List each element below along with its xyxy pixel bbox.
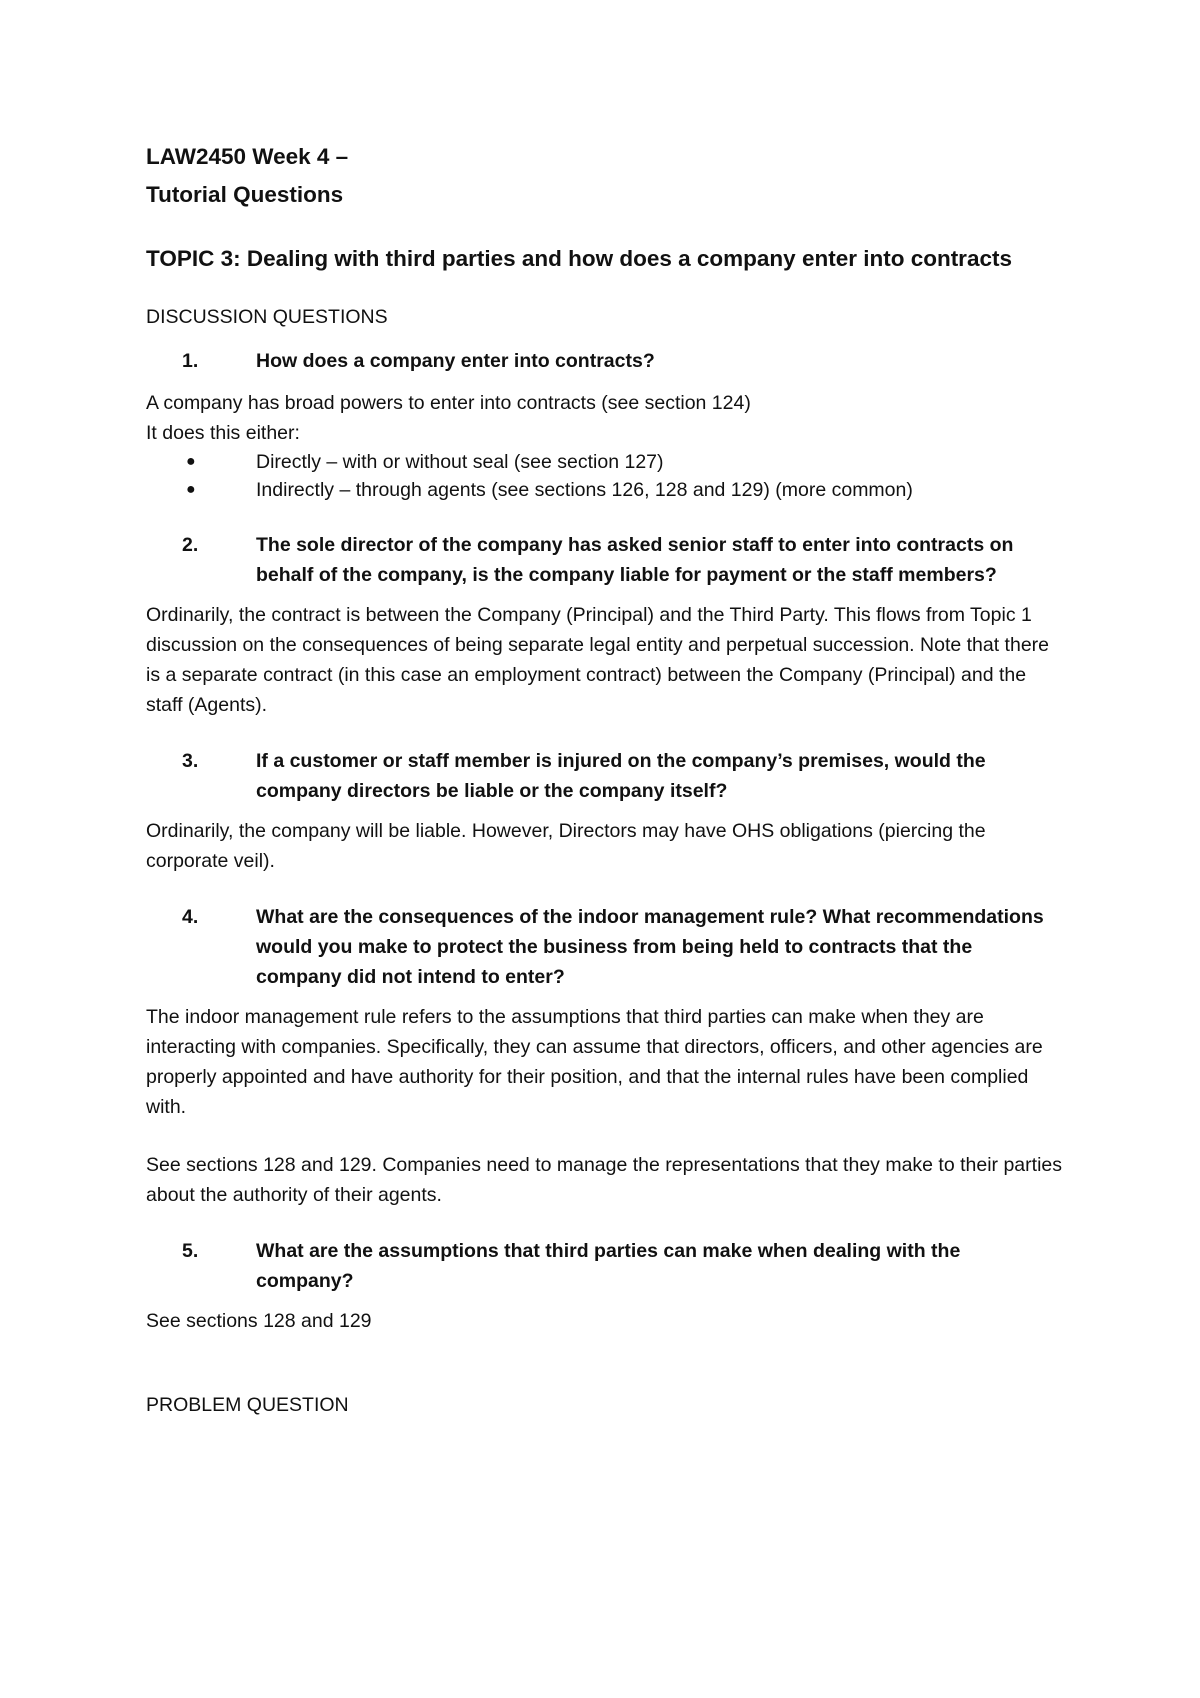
answer-4-part-2: See sections 128 and 129. Companies need to manage the representations that they make to their parties about the authority of their agents.	[146, 1154, 1062, 1206]
answer-4: The indoor management rule refers to the assumptions that third parties can make when they are interacting with companies. Specifically, they can assume that directors, officers, and other agencies are properly appointed and have authority for their position, and that the internal rules have been complied with.	[146, 1006, 1043, 1118]
answer-1-bullets	[146, 448, 1066, 504]
question-number: 5.	[182, 1240, 199, 1262]
discussion-heading: DISCUSSION QUESTIONS	[146, 306, 388, 328]
topic-heading: TOPIC 3: Dealing with third parties and how does a company enter into contracts	[146, 246, 1012, 271]
question-number: 2.	[182, 534, 199, 556]
question-5	[146, 1236, 1066, 1296]
bullet-icon: ●	[186, 453, 196, 470]
answer-1-line-2: It does this either:	[146, 422, 300, 444]
answer-5: See sections 128 and 129	[146, 1310, 372, 1332]
bullet-text: Directly – with or without seal (see section 127)	[256, 451, 664, 473]
question-text: How does a company enter into contracts?	[256, 350, 655, 372]
question-text: What are the assumptions that third parties can make when dealing with the company?	[256, 1240, 961, 1292]
question-text: If a customer or staff member is injured on the company’s premises, would the company directors be liable or the company itself?	[256, 750, 986, 802]
question-4	[146, 902, 1066, 992]
question-3	[146, 746, 1066, 806]
bullet-text: Indirectly – through agents (see sections 126, 128 and 129) (more common)	[256, 479, 913, 501]
question-2	[146, 530, 1066, 590]
question-text: The sole director of the company has asked senior staff to enter into contracts on behalf of the company, is the company liable for payment or the staff members?	[256, 534, 1014, 586]
document-title: LAW2450 Week 4 –	[146, 144, 349, 169]
answer-3: Ordinarily, the company will be liable. However, Directors may have OHS obligations (piercing the corporate veil).	[146, 820, 986, 872]
question-number: 4.	[182, 906, 199, 928]
document-subtitle: Tutorial Questions	[146, 182, 344, 207]
question-number: 3.	[182, 750, 199, 772]
document-page	[146, 138, 1066, 1420]
bullet-icon: ●	[186, 481, 196, 498]
problem-heading: PROBLEM QUESTION	[146, 1394, 349, 1416]
answer-2: Ordinarily, the contract is between the Company (Principal) and the Third Party. This flows from Topic 1 discussion on the consequences of being separate legal entity and perpetual succession. Note that there is a separate contract (in this case an employment contract) between the Company (Principal) and the staff (Agents).	[146, 604, 1050, 716]
list-item	[146, 476, 1066, 504]
answer-1-line-1: A company has broad powers to enter into contracts (see section 124)	[146, 392, 751, 414]
question-1	[146, 346, 1066, 376]
list-item	[146, 448, 1066, 476]
question-text: What are the consequences of the indoor management rule? What recommendations would you make to protect the business from being held to contracts that the company did not intend to enter?	[256, 906, 1044, 988]
question-number: 1.	[182, 350, 199, 372]
